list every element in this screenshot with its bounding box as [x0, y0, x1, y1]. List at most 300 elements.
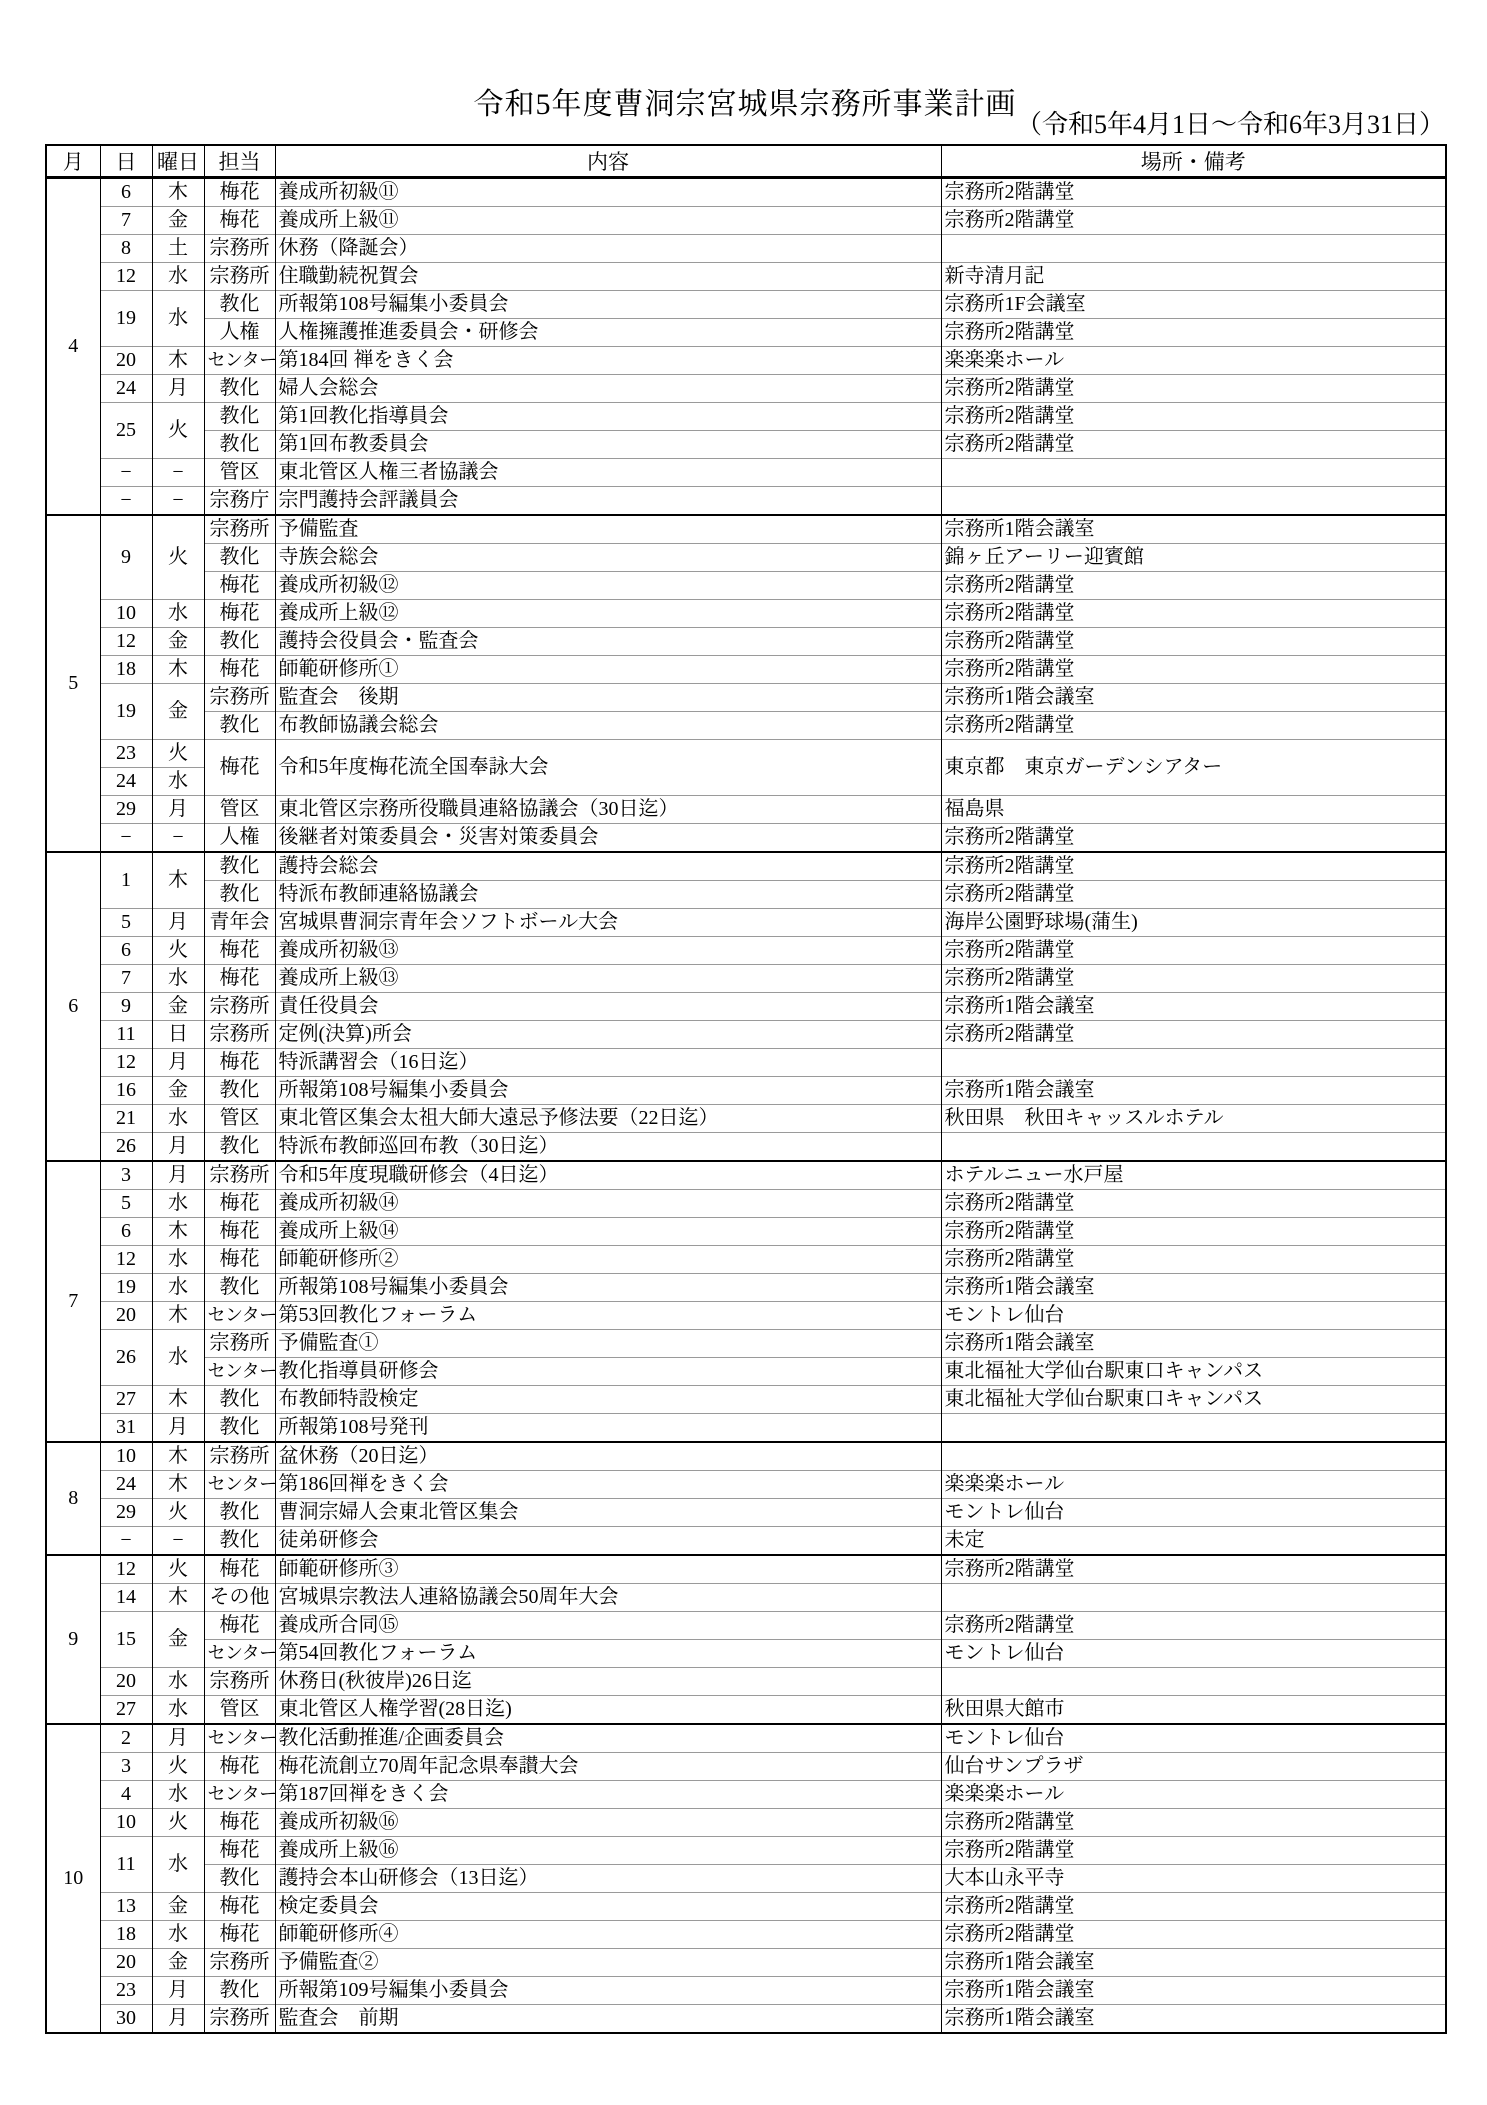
charge-cell: 教化: [204, 403, 275, 431]
content-cell: 住職勤続祝賀会: [275, 263, 941, 291]
content-cell: 養成所合同⑮: [275, 1612, 941, 1640]
day-cell: 10: [100, 600, 152, 628]
charge-cell: センター: [204, 1358, 275, 1386]
month-cell: 9: [46, 1555, 100, 1724]
charge-cell: センター: [204, 347, 275, 375]
month-group-9: [46, 1555, 1446, 1724]
charge-cell: 梅花: [204, 207, 275, 235]
table-row: [46, 1414, 1446, 1443]
table-row: [46, 628, 1446, 656]
place-cell: [941, 1049, 1446, 1077]
weekday-cell: 月: [152, 909, 204, 937]
day-cell: 7: [100, 207, 152, 235]
place-cell: 宗務所2階講堂: [941, 712, 1446, 740]
table-row: [46, 431, 1446, 459]
header-day: 日: [100, 145, 152, 178]
table-row: [46, 319, 1446, 347]
weekday-cell: 日: [152, 1021, 204, 1049]
place-cell: 宗務所1階会議室: [941, 1330, 1446, 1358]
place-cell: [941, 1414, 1446, 1443]
weekday-cell: 金: [152, 1612, 204, 1668]
weekday-cell: 金: [152, 684, 204, 740]
month-group-6: [46, 852, 1446, 1161]
place-cell: 宗務所2階講堂: [941, 628, 1446, 656]
place-cell: 秋田県 秋田キャッスルホテル: [941, 1105, 1446, 1133]
charge-cell: 教化: [204, 1499, 275, 1527]
document-body: [45, 88, 1445, 2034]
place-cell: 宗務所1階会議室: [941, 993, 1446, 1021]
place-cell: 宗務所2階講堂: [941, 1555, 1446, 1584]
charge-cell: 梅花: [204, 1612, 275, 1640]
day-cell: 3: [100, 1753, 152, 1781]
charge-cell: 宗務所: [204, 1949, 275, 1977]
place-cell: 宗務所1F会議室: [941, 291, 1446, 319]
charge-cell: 宗務所: [204, 1668, 275, 1696]
content-cell: 宗門護持会評議員会: [275, 487, 941, 516]
content-cell: 養成所上級⑯: [275, 1837, 941, 1865]
content-cell: 定例(決算)所会: [275, 1021, 941, 1049]
month-group-5: [46, 515, 1446, 852]
place-cell: 宗務所2階講堂: [941, 656, 1446, 684]
charge-cell: 教化: [204, 431, 275, 459]
content-cell: 養成所上級⑫: [275, 600, 941, 628]
day-cell: 24: [100, 375, 152, 403]
weekday-cell: 火: [152, 1555, 204, 1584]
day-cell: 3: [100, 1161, 152, 1190]
month-cell: 7: [46, 1161, 100, 1442]
table-row: [46, 965, 1446, 993]
charge-cell: 宗務庁: [204, 487, 275, 516]
day-cell: 29: [100, 796, 152, 824]
content-cell: 後継者対策委員会・災害対策委員会: [275, 824, 941, 853]
charge-cell: 教化: [204, 1077, 275, 1105]
table-row: [46, 544, 1446, 572]
place-cell: 楽楽楽ホール: [941, 1471, 1446, 1499]
charge-cell: 管区: [204, 459, 275, 487]
place-cell: モントレ仙台: [941, 1724, 1446, 1753]
table-row: [46, 515, 1446, 544]
table-row: [46, 909, 1446, 937]
weekday-cell: 木: [152, 1584, 204, 1612]
content-cell: 護持会本山研修会（13日迄）: [275, 1865, 941, 1893]
place-cell: 宗務所2階講堂: [941, 1021, 1446, 1049]
content-cell: 第186回禅をきく会: [275, 1471, 941, 1499]
table-row: [46, 1442, 1446, 1471]
content-cell: 護持会役員会・監査会: [275, 628, 941, 656]
place-cell: 宗務所2階講堂: [941, 1837, 1446, 1865]
day-cell: 13: [100, 1893, 152, 1921]
content-cell: 養成所初級⑬: [275, 937, 941, 965]
table-row: [46, 1302, 1446, 1330]
content-cell: 特派講習会（16日迄）: [275, 1049, 941, 1077]
table-header: [46, 145, 1446, 178]
place-cell: 宗務所1階会議室: [941, 1977, 1446, 2005]
weekday-cell: 水: [152, 1921, 204, 1949]
charge-cell: 梅花: [204, 1246, 275, 1274]
table-row: [46, 1133, 1446, 1162]
place-cell: 福島県: [941, 796, 1446, 824]
weekday-cell: 金: [152, 1949, 204, 1977]
day-cell: 20: [100, 347, 152, 375]
place-cell: [941, 1133, 1446, 1162]
charge-cell: 梅花: [204, 965, 275, 993]
day-cell: 15: [100, 1612, 152, 1668]
table-row: [46, 1105, 1446, 1133]
weekday-cell: 月: [152, 1049, 204, 1077]
day-cell: 12: [100, 263, 152, 291]
table-row: [46, 1499, 1446, 1527]
day-cell: 20: [100, 1949, 152, 1977]
charge-cell: 宗務所: [204, 1442, 275, 1471]
weekday-cell: 金: [152, 207, 204, 235]
day-cell: −: [100, 1527, 152, 1556]
place-cell: 宗務所2階講堂: [941, 1190, 1446, 1218]
header-content: 内容: [275, 145, 941, 178]
month-group-10: [46, 1724, 1446, 2033]
charge-cell: 梅花: [204, 656, 275, 684]
table-row: [46, 1471, 1446, 1499]
place-cell: 東北福祉大学仙台駅東口キャンパス: [941, 1386, 1446, 1414]
content-cell: 監査会 前期: [275, 2005, 941, 2034]
weekday-cell: 木: [152, 1386, 204, 1414]
content-cell: 養成所上級⑭: [275, 1218, 941, 1246]
weekday-cell: 水: [152, 1668, 204, 1696]
table-row: [46, 1640, 1446, 1668]
charge-cell: 宗務所: [204, 263, 275, 291]
day-cell: 19: [100, 684, 152, 740]
place-cell: 宗務所1階会議室: [941, 684, 1446, 712]
charge-cell: 教化: [204, 291, 275, 319]
place-cell: 宗務所2階講堂: [941, 965, 1446, 993]
content-cell: 布教師協議会総会: [275, 712, 941, 740]
place-cell: 宗務所2階講堂: [941, 403, 1446, 431]
day-cell: 27: [100, 1386, 152, 1414]
content-cell: 養成所初級⑯: [275, 1809, 941, 1837]
day-cell: 6: [100, 1218, 152, 1246]
weekday-cell: 火: [152, 403, 204, 459]
header-place: 場所・備考: [941, 145, 1446, 178]
charge-cell: 青年会: [204, 909, 275, 937]
place-cell: 宗務所1階会議室: [941, 2005, 1446, 2034]
place-cell: 楽楽楽ホール: [941, 1781, 1446, 1809]
day-cell: 19: [100, 291, 152, 347]
month-cell: 10: [46, 1724, 100, 2033]
charge-cell: 宗務所: [204, 1330, 275, 1358]
content-cell: 所報第108号編集小委員会: [275, 1077, 941, 1105]
place-cell: 宗務所2階講堂: [941, 937, 1446, 965]
weekday-cell: 金: [152, 993, 204, 1021]
weekday-cell: −: [152, 487, 204, 516]
place-cell: 宗務所2階講堂: [941, 824, 1446, 853]
charge-cell: 梅花: [204, 572, 275, 600]
content-cell: 宮城県宗教法人連絡協議会50周年大会: [275, 1584, 941, 1612]
content-cell: 宮城県曹洞宗青年会ソフトボール大会: [275, 909, 941, 937]
place-cell: モントレ仙台: [941, 1302, 1446, 1330]
day-cell: 6: [100, 937, 152, 965]
day-cell: 6: [100, 178, 152, 207]
content-cell: 婦人会総会: [275, 375, 941, 403]
day-cell: 30: [100, 2005, 152, 2034]
charge-cell: 教化: [204, 881, 275, 909]
day-cell: 29: [100, 1499, 152, 1527]
place-cell: 宗務所2階講堂: [941, 375, 1446, 403]
place-cell: [941, 1584, 1446, 1612]
content-cell: 教化指導員研修会: [275, 1358, 941, 1386]
day-cell: 24: [100, 768, 152, 796]
table-row: [46, 1274, 1446, 1302]
charge-cell: 教化: [204, 628, 275, 656]
month-cell: 4: [46, 178, 100, 516]
content-cell: 所報第109号編集小委員会: [275, 1977, 941, 2005]
table-row: [46, 2005, 1446, 2034]
table-row: [46, 1527, 1446, 1556]
weekday-cell: 木: [152, 347, 204, 375]
day-cell: −: [100, 487, 152, 516]
charge-cell: センター: [204, 1724, 275, 1753]
month-group-8: [46, 1442, 1446, 1555]
table-row: [46, 1555, 1446, 1584]
content-cell: 曹洞宗婦人会東北管区集会: [275, 1499, 941, 1527]
charge-cell: 梅花: [204, 1893, 275, 1921]
table-row: [46, 1949, 1446, 1977]
weekday-cell: 木: [152, 178, 204, 207]
place-cell: 宗務所2階講堂: [941, 1921, 1446, 1949]
content-cell: 第1回布教委員会: [275, 431, 941, 459]
header-month: 月: [46, 145, 100, 178]
content-cell: 養成所初級⑫: [275, 572, 941, 600]
charge-cell: 梅花: [204, 1921, 275, 1949]
charge-cell: 教化: [204, 1527, 275, 1556]
place-cell: 宗務所2階講堂: [941, 1893, 1446, 1921]
content-cell: 養成所上級⑪: [275, 207, 941, 235]
table-row: [46, 263, 1446, 291]
place-cell: 海岸公園野球場(蒲生): [941, 909, 1446, 937]
month-group-4: [46, 178, 1446, 516]
content-cell: 検定委員会: [275, 1893, 941, 1921]
place-cell: 東京都 東京ガーデンシアター: [941, 740, 1446, 796]
table-row: [46, 1077, 1446, 1105]
weekday-cell: 金: [152, 628, 204, 656]
content-cell: 監査会 後期: [275, 684, 941, 712]
weekday-cell: 月: [152, 1724, 204, 1753]
table-row: [46, 1809, 1446, 1837]
content-cell: 令和5年度現職研修会（4日迄）: [275, 1161, 941, 1190]
place-cell: 宗務所2階講堂: [941, 207, 1446, 235]
charge-cell: 宗務所: [204, 1161, 275, 1190]
place-cell: [941, 1442, 1446, 1471]
place-cell: 錦ヶ丘アーリー迎賓館: [941, 544, 1446, 572]
weekday-cell: 木: [152, 1218, 204, 1246]
weekday-cell: −: [152, 1527, 204, 1556]
content-cell: 人権擁護推進委員会・研修会: [275, 319, 941, 347]
day-cell: 19: [100, 1274, 152, 1302]
table-row: [46, 375, 1446, 403]
day-cell: 25: [100, 403, 152, 459]
content-cell: 所報第108号発刊: [275, 1414, 941, 1443]
content-cell: 第53回教化フォーラム: [275, 1302, 941, 1330]
header-weekday: 曜日: [152, 145, 204, 178]
charge-cell: 梅花: [204, 1190, 275, 1218]
table-row: [46, 459, 1446, 487]
month-group-7: [46, 1161, 1446, 1442]
place-cell: 大本山永平寺: [941, 1865, 1446, 1893]
content-cell: 徒弟研修会: [275, 1527, 941, 1556]
table-row: [46, 600, 1446, 628]
header-charge: 担当: [204, 145, 275, 178]
table-row: [46, 1921, 1446, 1949]
weekday-cell: 水: [152, 965, 204, 993]
place-cell: 宗務所2階講堂: [941, 1809, 1446, 1837]
day-cell: 12: [100, 1049, 152, 1077]
weekday-cell: 水: [152, 1837, 204, 1893]
weekday-cell: 土: [152, 235, 204, 263]
place-cell: モントレ仙台: [941, 1499, 1446, 1527]
charge-cell: 教化: [204, 544, 275, 572]
weekday-cell: 水: [152, 263, 204, 291]
place-cell: ホテルニュー水戸屋: [941, 1161, 1446, 1190]
weekday-cell: 水: [152, 291, 204, 347]
content-cell: 責任役員会: [275, 993, 941, 1021]
content-cell: 東北管区宗務所役職員連絡協議会（30日迄）: [275, 796, 941, 824]
content-cell: 養成所初級⑭: [275, 1190, 941, 1218]
weekday-cell: 水: [152, 1274, 204, 1302]
page-subtitle: （令和5年4月1日～令和6年3月31日）: [1015, 110, 1445, 139]
day-cell: 5: [100, 1190, 152, 1218]
weekday-cell: 火: [152, 1753, 204, 1781]
day-cell: 16: [100, 1077, 152, 1105]
content-cell: 師範研修所③: [275, 1555, 941, 1584]
charge-cell: その他: [204, 1584, 275, 1612]
charge-cell: センター: [204, 1781, 275, 1809]
place-cell: 宗務所2階講堂: [941, 1246, 1446, 1274]
day-cell: 24: [100, 1471, 152, 1499]
weekday-cell: 水: [152, 1246, 204, 1274]
content-cell: 教化活動推進/企画委員会: [275, 1724, 941, 1753]
weekday-cell: 水: [152, 1330, 204, 1386]
table-row: [46, 1696, 1446, 1725]
content-cell: 特派布教師連絡協議会: [275, 881, 941, 909]
place-cell: 宗務所1階会議室: [941, 515, 1446, 544]
content-cell: 師範研修所②: [275, 1246, 941, 1274]
weekday-cell: 木: [152, 656, 204, 684]
charge-cell: 宗務所: [204, 1021, 275, 1049]
page-title: 令和5年度曹洞宗宮城県宗務所事業計画: [473, 88, 1017, 121]
table-row: [46, 656, 1446, 684]
content-cell: 布教師特設検定: [275, 1386, 941, 1414]
table-row: [46, 1865, 1446, 1893]
table-row: [46, 1668, 1446, 1696]
content-cell: 梅花流創立70周年記念県奉讃大会: [275, 1753, 941, 1781]
content-cell: 所報第108号編集小委員会: [275, 291, 941, 319]
table-row: [46, 1246, 1446, 1274]
table-row: [46, 487, 1446, 516]
table-row: [46, 1612, 1446, 1640]
day-cell: −: [100, 824, 152, 853]
place-cell: 宗務所2階講堂: [941, 1218, 1446, 1246]
content-cell: 休務（降誕会）: [275, 235, 941, 263]
charge-cell: 教化: [204, 1133, 275, 1162]
content-cell: 寺族会総会: [275, 544, 941, 572]
table-row: [46, 796, 1446, 824]
place-cell: 宗務所2階講堂: [941, 600, 1446, 628]
place-cell: 宗務所1階会議室: [941, 1274, 1446, 1302]
charge-cell: 管区: [204, 796, 275, 824]
place-cell: 仙台サンプラザ: [941, 1753, 1446, 1781]
weekday-cell: 水: [152, 1105, 204, 1133]
charge-cell: 梅花: [204, 937, 275, 965]
day-cell: 1: [100, 852, 152, 909]
charge-cell: 人権: [204, 319, 275, 347]
content-cell: 令和5年度梅花流全国奉詠大会: [275, 740, 941, 796]
content-cell: 第184回 禅をきく会: [275, 347, 941, 375]
table-row: [46, 1386, 1446, 1414]
weekday-cell: 金: [152, 1893, 204, 1921]
charge-cell: 人権: [204, 824, 275, 853]
charge-cell: 宗務所: [204, 993, 275, 1021]
table-row: [46, 572, 1446, 600]
charge-cell: センター: [204, 1640, 275, 1668]
table-row: [46, 881, 1446, 909]
content-cell: 東北管区集会太祖大師大遠忌予修法要（22日迄）: [275, 1105, 941, 1133]
month-cell: 5: [46, 515, 100, 852]
place-cell: 楽楽楽ホール: [941, 347, 1446, 375]
content-cell: 盆休務（20日迄）: [275, 1442, 941, 1471]
content-cell: 第187回禅をきく会: [275, 1781, 941, 1809]
weekday-cell: 火: [152, 1809, 204, 1837]
content-cell: 師範研修所④: [275, 1921, 941, 1949]
place-cell: 宗務所2階講堂: [941, 852, 1446, 881]
weekday-cell: 火: [152, 515, 204, 600]
day-cell: 8: [100, 235, 152, 263]
weekday-cell: 水: [152, 768, 204, 796]
day-cell: 26: [100, 1133, 152, 1162]
weekday-cell: 月: [152, 1977, 204, 2005]
table-row: [46, 1584, 1446, 1612]
content-cell: 養成所上級⑬: [275, 965, 941, 993]
charge-cell: 梅花: [204, 1049, 275, 1077]
day-cell: 2: [100, 1724, 152, 1753]
table-row: [46, 1049, 1446, 1077]
day-cell: 7: [100, 965, 152, 993]
weekday-cell: 月: [152, 1414, 204, 1443]
day-cell: 27: [100, 1696, 152, 1725]
charge-cell: 梅花: [204, 1753, 275, 1781]
table-row: [46, 712, 1446, 740]
table-row: [46, 1837, 1446, 1865]
day-cell: 18: [100, 1921, 152, 1949]
place-cell: 宗務所2階講堂: [941, 881, 1446, 909]
table-row: [46, 1358, 1446, 1386]
table-row: [46, 1021, 1446, 1049]
table-row: [46, 852, 1446, 881]
place-cell: 秋田県大館市: [941, 1696, 1446, 1725]
place-cell: 宗務所2階講堂: [941, 572, 1446, 600]
header-row: [46, 145, 1446, 178]
charge-cell: 宗務所: [204, 235, 275, 263]
place-cell: [941, 1668, 1446, 1696]
charge-cell: 梅花: [204, 740, 275, 796]
table-row: [46, 1161, 1446, 1190]
day-cell: 20: [100, 1302, 152, 1330]
table-row: [46, 291, 1446, 319]
content-cell: 特派布教師巡回布教（30日迄）: [275, 1133, 941, 1162]
charge-cell: 教化: [204, 1274, 275, 1302]
table-row: [46, 1977, 1446, 2005]
charge-cell: 梅花: [204, 1555, 275, 1584]
weekday-cell: 火: [152, 937, 204, 965]
weekday-cell: 水: [152, 600, 204, 628]
charge-cell: 梅花: [204, 1809, 275, 1837]
